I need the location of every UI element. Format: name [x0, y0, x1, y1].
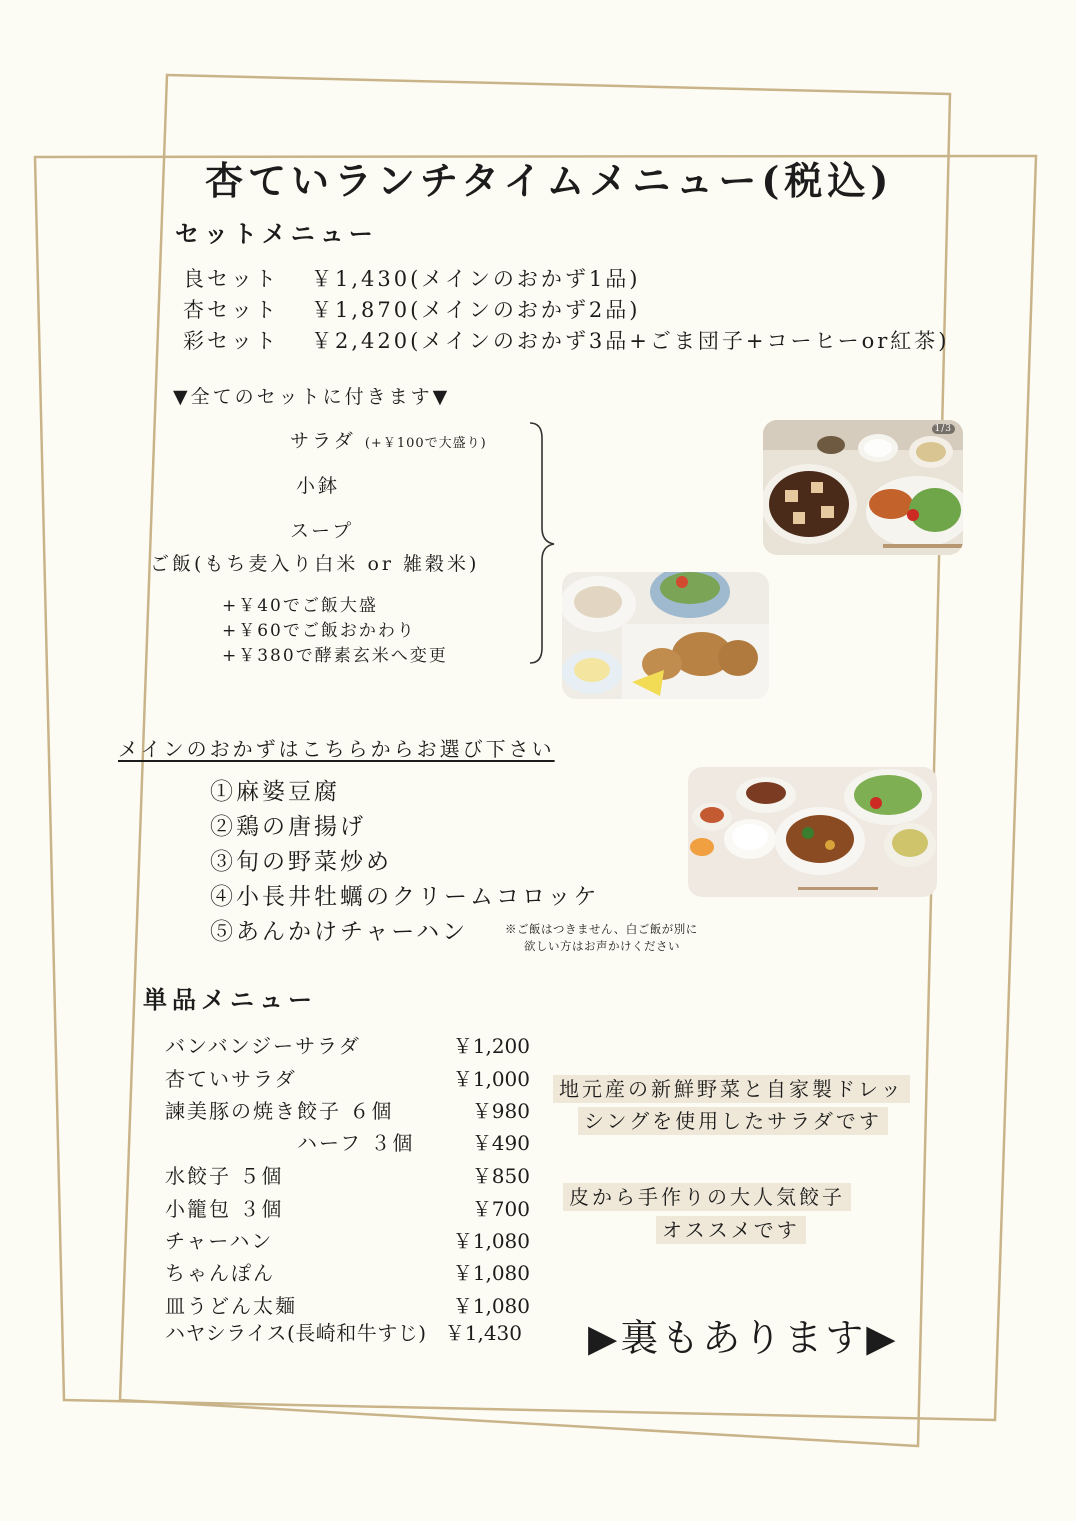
set-item-desc: ￥2,420(メインのおかず3品+ごま団子+コーヒーor紅茶): [311, 329, 950, 353]
item-name: 杏ていサラダ: [165, 1067, 297, 1091]
item-name: 諫美豚の焼き餃子 ６個: [165, 1099, 394, 1123]
included-salad: [290, 426, 487, 453]
set-item: [183, 263, 640, 293]
brace-icon: [526, 420, 558, 666]
item-name: ハヤシライス(長崎和牛すじ): [165, 1321, 427, 1345]
item-name: バンバンジーサラダ: [165, 1034, 361, 1058]
rice-note-line1: ※ご飯はつきません、白ご飯が別に: [505, 922, 698, 936]
page-title: 杏ていランチタイムメニュー(税込): [205, 158, 894, 203]
item-price: ￥1,000: [452, 1067, 530, 1091]
item-name: チャーハン: [165, 1229, 274, 1253]
a-la-carte-row: [165, 1193, 530, 1225]
mapo-tofu-set-photo: [763, 420, 963, 555]
included-kobachi: 小鉢: [296, 475, 341, 497]
a-la-carte-row: [165, 1317, 530, 1349]
salad-note-line1: 地元産の新鮮野菜と自家製ドレッ: [553, 1073, 910, 1102]
item-price: ￥1,200: [452, 1034, 530, 1058]
a-la-carte-row: [165, 1030, 530, 1062]
salad-note: (+￥100で大盛り): [364, 436, 487, 451]
item-name: 皿うどん太麺: [165, 1294, 297, 1318]
set-item-desc: ￥1,430(メインのおかず1品): [311, 267, 641, 291]
stir-fry-set-photo: [688, 767, 937, 897]
a-la-carte-row: [165, 1257, 530, 1289]
gyoza-note-line2: オススメです: [656, 1214, 806, 1243]
main-dish-item: ⑤あんかけチャーハン: [210, 919, 469, 945]
a-la-carte-row: [165, 1160, 530, 1192]
rice-note-line2: 欲しい方はお声かけください: [524, 939, 680, 953]
gyoza-note-line1: 皮から手作りの大人気餃子: [563, 1181, 851, 1210]
karaage-set-photo: [562, 572, 769, 699]
item-name: ちゃんぽん: [165, 1261, 275, 1285]
a-la-carte-row: [165, 1225, 530, 1257]
set-item-name: 彩セット: [183, 329, 279, 353]
item-price: ￥1,080: [452, 1261, 530, 1285]
main-dish-heading: メインのおかずはこちらからお選び下さい: [118, 737, 555, 761]
main-dish-item: ①麻婆豆腐: [210, 779, 340, 805]
rice-option: +￥40でご飯大盛: [222, 596, 378, 616]
main-dish-item: ④小長井牡蠣のクリームコロッケ: [210, 884, 600, 910]
set-item: [183, 325, 949, 355]
item-price: ￥490: [471, 1131, 530, 1155]
main-dish-item: ②鶏の唐揚げ: [210, 814, 366, 840]
set-menu-heading: セットメニュー: [175, 219, 378, 248]
item-name: ハーフ ３個: [297, 1131, 415, 1155]
item-price: ￥700: [471, 1197, 530, 1221]
item-name: 小籠包 ３個: [165, 1197, 284, 1221]
item-price: ￥980: [471, 1099, 530, 1123]
main-dish-item: ③旬の野菜炒め: [210, 849, 392, 875]
item-price: ￥1,080: [452, 1294, 530, 1318]
included-rice: ご飯(もち麦入り白米 or 雑穀米): [150, 553, 480, 575]
item-name: 水餃子 ５個: [165, 1164, 284, 1188]
included-soup: スープ: [290, 520, 355, 542]
item-price: ￥1,430: [444, 1321, 522, 1345]
a-la-carte-heading: 単品メニュー: [143, 985, 317, 1014]
set-item-name: 杏セット: [183, 298, 279, 322]
set-item-name: 良セット: [183, 267, 279, 291]
photo-badge: 1/3: [932, 424, 955, 434]
item-price: ￥1,080: [452, 1229, 530, 1253]
item-price: ￥850: [471, 1164, 530, 1188]
back-page-notice: ▶裏もあります▶: [588, 1316, 899, 1360]
included-heading: ▼全てのセットに付きます▼: [173, 386, 451, 408]
set-item: [183, 294, 640, 324]
set-item-desc: ￥1,870(メインのおかず2品): [311, 298, 641, 322]
a-la-carte-row: [165, 1063, 530, 1095]
salad-label: サラダ: [290, 430, 356, 452]
salad-note-line2: シングを使用したサラダです: [578, 1105, 888, 1134]
a-la-carte-row: [165, 1127, 530, 1159]
rice-option: +￥60でご飯おかわり: [222, 621, 416, 641]
a-la-carte-row: [165, 1095, 530, 1127]
rice-option: +￥380で酵素玄米へ変更: [222, 646, 448, 666]
